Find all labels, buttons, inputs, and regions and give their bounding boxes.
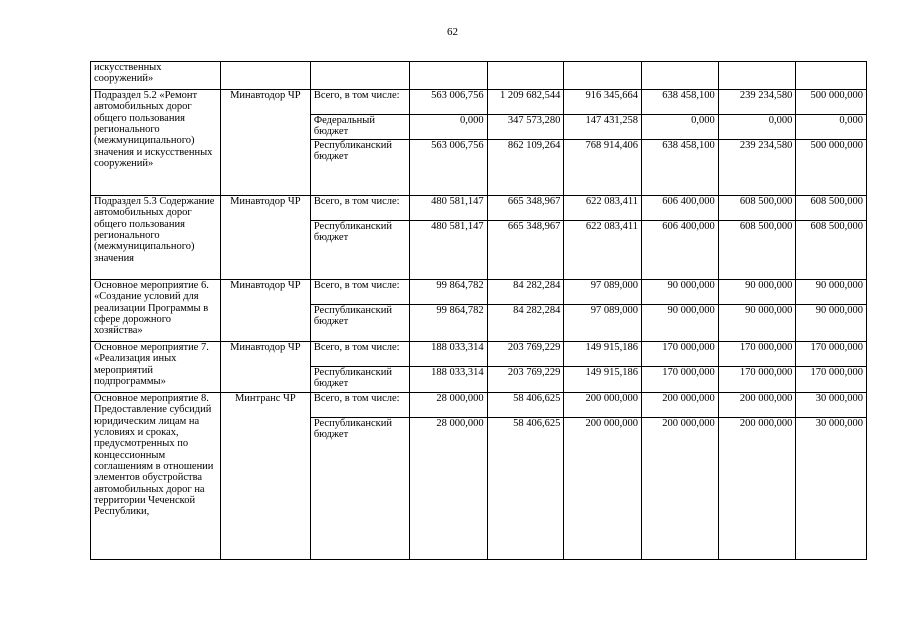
amount-cell: 90 000,000 xyxy=(796,280,867,305)
funding-source: Всего, в том числе: xyxy=(310,393,409,418)
amount-cell: 28 000,000 xyxy=(409,393,487,418)
amount-cell: 188 033,314 xyxy=(409,367,487,393)
amount-cell: 58 406,625 xyxy=(487,418,564,560)
amount-cell: 90 000,000 xyxy=(718,305,796,342)
funding-source: Всего, в том числе: xyxy=(310,280,409,305)
amount-cell: 170 000,000 xyxy=(718,342,796,367)
amount-cell: 170 000,000 xyxy=(796,367,867,393)
amount-cell: 1 209 682,544 xyxy=(487,90,564,115)
funding-source: Всего, в том числе: xyxy=(310,342,409,367)
amount-cell: 0,000 xyxy=(642,115,719,140)
amount-cell: 563 006,756 xyxy=(409,90,487,115)
empty-cell xyxy=(564,62,642,90)
continuation-description: искусственных сооружений» xyxy=(91,62,221,90)
amount-cell: 0,000 xyxy=(718,115,796,140)
amount-cell: 200 000,000 xyxy=(718,418,796,560)
amount-cell: 84 282,284 xyxy=(487,280,564,305)
amount-cell: 90 000,000 xyxy=(642,280,719,305)
amount-cell: 200 000,000 xyxy=(718,393,796,418)
amount-cell: 622 083,411 xyxy=(564,196,642,221)
amount-cell: 203 769,229 xyxy=(487,367,564,393)
responsible-executor: Минтранс ЧР xyxy=(220,393,310,560)
amount-cell: 916 345,664 xyxy=(564,90,642,115)
amount-cell: 149 915,186 xyxy=(564,367,642,393)
amount-cell: 608 500,000 xyxy=(796,196,867,221)
funding-source: Республиканский бюджет xyxy=(310,418,409,560)
empty-cell xyxy=(487,62,564,90)
amount-cell: 608 500,000 xyxy=(718,221,796,280)
amount-cell: 200 000,000 xyxy=(564,418,642,560)
amount-cell: 622 083,411 xyxy=(564,221,642,280)
measure-description: Основное мероприятие 7. «Реализация иных мероприятий подпрограммы» xyxy=(91,342,221,393)
amount-cell: 149 915,186 xyxy=(564,342,642,367)
responsible-executor: Минавтодор ЧР xyxy=(220,90,310,196)
amount-cell: 90 000,000 xyxy=(642,305,719,342)
amount-cell: 99 864,782 xyxy=(409,305,487,342)
amount-cell: 170 000,000 xyxy=(642,367,719,393)
amount-cell: 500 000,000 xyxy=(796,140,867,196)
table-row xyxy=(91,62,867,90)
table-body xyxy=(91,62,867,560)
amount-cell: 606 400,000 xyxy=(642,221,719,280)
amount-cell: 90 000,000 xyxy=(796,305,867,342)
amount-cell: 58 406,625 xyxy=(487,393,564,418)
amount-cell: 500 000,000 xyxy=(796,90,867,115)
amount-cell: 239 234,580 xyxy=(718,140,796,196)
amount-cell: 665 348,967 xyxy=(487,196,564,221)
funding-source: Республиканский бюджет xyxy=(310,140,409,196)
amount-cell: 239 234,580 xyxy=(718,90,796,115)
amount-cell: 638 458,100 xyxy=(642,140,719,196)
amount-cell: 170 000,000 xyxy=(642,342,719,367)
amount-cell: 347 573,280 xyxy=(487,115,564,140)
budget-table xyxy=(90,61,867,560)
amount-cell: 84 282,284 xyxy=(487,305,564,342)
funding-source: Республиканский бюджет xyxy=(310,367,409,393)
amount-cell: 563 006,756 xyxy=(409,140,487,196)
amount-cell: 608 500,000 xyxy=(796,221,867,280)
funding-source: Республиканский бюджет xyxy=(310,221,409,280)
amount-cell: 203 769,229 xyxy=(487,342,564,367)
amount-cell: 200 000,000 xyxy=(642,393,719,418)
amount-cell: 170 000,000 xyxy=(718,367,796,393)
measure-description: Подраздел 5.3 Содержание автомобильных дорог общего пользования регионального (межмуниципального) значения xyxy=(91,196,221,280)
measure-description: Основное мероприятие 8. Предоставление субсидий юридическим лицам на условиях и сроках, предусмотренных по концессионным соглашениям в отношении элементов обустройства автомобильных дорог на территории Чеченской Республики, xyxy=(91,393,221,560)
empty-cell xyxy=(796,62,867,90)
amount-cell: 480 581,147 xyxy=(409,196,487,221)
table-row xyxy=(91,196,867,221)
empty-cell xyxy=(220,62,310,90)
table-row xyxy=(91,342,867,367)
table-row xyxy=(91,393,867,418)
responsible-executor: Минавтодор ЧР xyxy=(220,342,310,393)
responsible-executor: Минавтодор ЧР xyxy=(220,280,310,342)
empty-cell xyxy=(718,62,796,90)
amount-cell: 147 431,258 xyxy=(564,115,642,140)
funding-source: Республиканский бюджет xyxy=(310,305,409,342)
amount-cell: 768 914,406 xyxy=(564,140,642,196)
amount-cell: 30 000,000 xyxy=(796,393,867,418)
amount-cell: 30 000,000 xyxy=(796,418,867,560)
table-row xyxy=(91,90,867,115)
amount-cell: 665 348,967 xyxy=(487,221,564,280)
amount-cell: 0,000 xyxy=(409,115,487,140)
amount-cell: 97 089,000 xyxy=(564,280,642,305)
empty-cell xyxy=(310,62,409,90)
amount-cell: 28 000,000 xyxy=(409,418,487,560)
amount-cell: 97 089,000 xyxy=(564,305,642,342)
measure-description: Подраздел 5.2 «Ремонт автомобильных дорог общего пользования регионального (межмуниципального) значения и искусственных сооружений» xyxy=(91,90,221,196)
amount-cell: 200 000,000 xyxy=(564,393,642,418)
funding-source: Федеральный бюджет xyxy=(310,115,409,140)
amount-cell: 188 033,314 xyxy=(409,342,487,367)
empty-cell xyxy=(642,62,719,90)
empty-cell xyxy=(409,62,487,90)
amount-cell: 862 109,264 xyxy=(487,140,564,196)
amount-cell: 200 000,000 xyxy=(642,418,719,560)
amount-cell: 170 000,000 xyxy=(796,342,867,367)
table-row xyxy=(91,280,867,305)
responsible-executor: Минавтодор ЧР xyxy=(220,196,310,280)
funding-source: Всего, в том числе: xyxy=(310,196,409,221)
amount-cell: 90 000,000 xyxy=(718,280,796,305)
amount-cell: 480 581,147 xyxy=(409,221,487,280)
amount-cell: 606 400,000 xyxy=(642,196,719,221)
amount-cell: 608 500,000 xyxy=(718,196,796,221)
amount-cell: 99 864,782 xyxy=(409,280,487,305)
amount-cell: 0,000 xyxy=(796,115,867,140)
measure-description: Основное мероприятие 6. «Создание условий для реализации Программы в сфере дорожного хозяйства» xyxy=(91,280,221,342)
funding-source: Всего, в том числе: xyxy=(310,90,409,115)
page-number: 62 xyxy=(447,26,458,38)
amount-cell: 638 458,100 xyxy=(642,90,719,115)
